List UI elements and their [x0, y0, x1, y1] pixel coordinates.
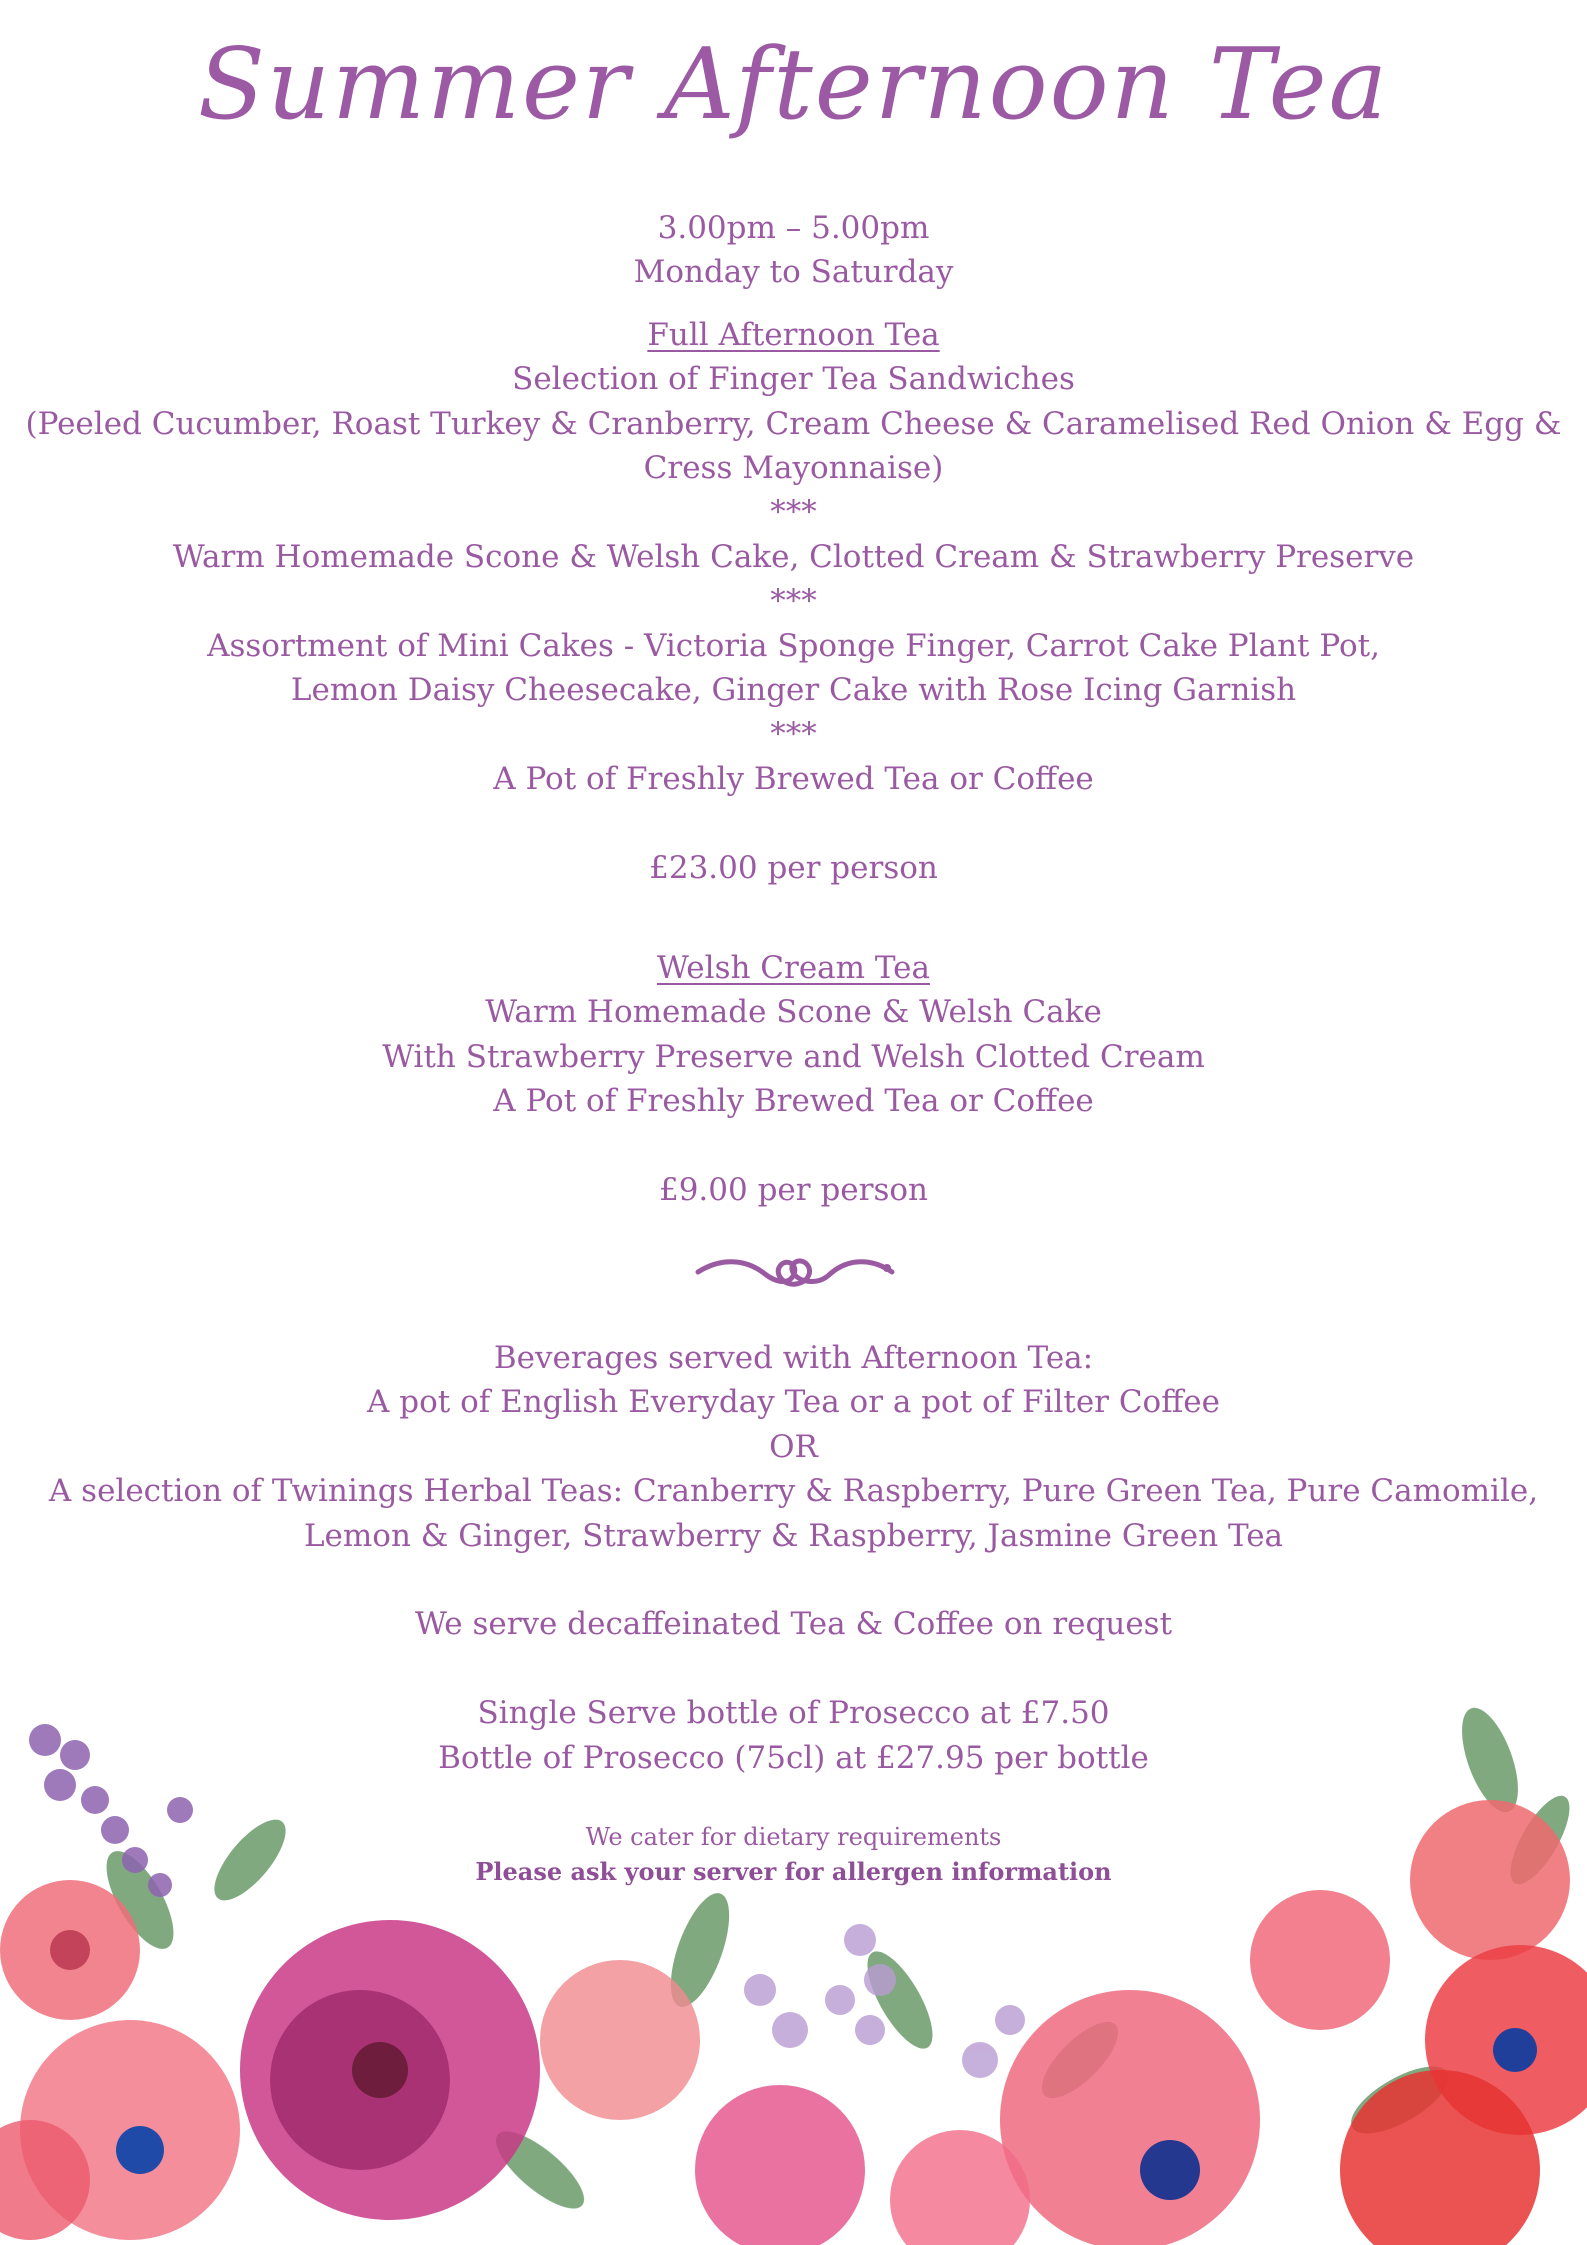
full-tea-price: £23.00 per person	[649, 850, 938, 886]
separator-1: ***	[770, 494, 817, 530]
cream-tea-line-2: With Strawberry Preserve and Welsh Clotted Cream	[382, 1039, 1205, 1075]
cream-tea-line-1: Warm Homemade Scone & Welsh Cake	[485, 994, 1102, 1030]
cream-tea-line-3: A Pot of Freshly Brewed Tea or Coffee	[493, 1083, 1094, 1119]
full-tea-cakes-1: Assortment of Mini Cakes - Victoria Sponge Finger, Carrot Cake Plant Pot,	[207, 628, 1380, 664]
flourish-ornament-icon	[690, 1240, 900, 1300]
full-tea-heading	[0, 313, 1587, 357]
prosecco-bottle: Bottle of Prosecco (75cl) at £27.95 per bottle	[438, 1740, 1149, 1776]
full-tea-drink: A Pot of Freshly Brewed Tea or Coffee	[493, 761, 1094, 797]
beverages-line-2: A selection of Twinings Herbal Teas: Cranberry & Raspberry, Pure Green Tea, Pure Camomile,	[48, 1473, 1539, 1509]
full-tea-scone: Warm Homemade Scone & Welsh Cake, Clotted Cream & Strawberry Preserve	[172, 539, 1415, 575]
floral-border-illustration	[0, 1700, 1587, 2245]
full-tea-fillings-1: (Peeled Cucumber, Roast Turkey & Cranberry, Cream Cheese & Caramelised Red Onion & Egg &	[25, 406, 1562, 442]
beverages-or: OR	[769, 1429, 818, 1465]
cream-tea-price: £9.00 per person	[658, 1172, 928, 1208]
beverages-heading: Beverages served with Afternoon Tea:	[493, 1340, 1094, 1376]
full-tea-sandwiches: Selection of Finger Tea Sandwiches	[512, 361, 1075, 397]
separator-3: ***	[770, 716, 817, 752]
full-tea-heading-text: Full Afternoon Tea	[647, 317, 940, 353]
hours-time: 3.00pm – 5.00pm	[657, 210, 930, 246]
hours-days: Monday to Saturday	[633, 254, 954, 290]
cream-tea-heading-text: Welsh Cream Tea	[656, 950, 931, 986]
decaf-note: We serve decaffeinated Tea & Coffee on request	[414, 1606, 1173, 1642]
separator-2: ***	[770, 583, 817, 619]
beverages-line-3: Lemon & Ginger, Strawberry & Raspberry, Jasmine Green Tea	[303, 1518, 1284, 1554]
full-tea-cakes-2: Lemon Daisy Cheesecake, Ginger Cake with Rose Icing Garnish	[290, 672, 1297, 708]
full-tea-fillings-2: Cress Mayonnaise)	[643, 450, 944, 486]
menu-title: Summer Afternoon Tea	[197, 28, 1390, 142]
dietary-note: We cater for dietary requirements	[585, 1823, 1002, 1851]
allergen-note: Please ask your server for allergen information	[475, 1857, 1112, 1886]
prosecco-single: Single Serve bottle of Prosecco at £7.50	[477, 1695, 1110, 1731]
cream-tea-heading	[0, 946, 1587, 990]
beverages-line-1: A pot of English Everyday Tea or a pot of Filter Coffee	[367, 1384, 1220, 1420]
